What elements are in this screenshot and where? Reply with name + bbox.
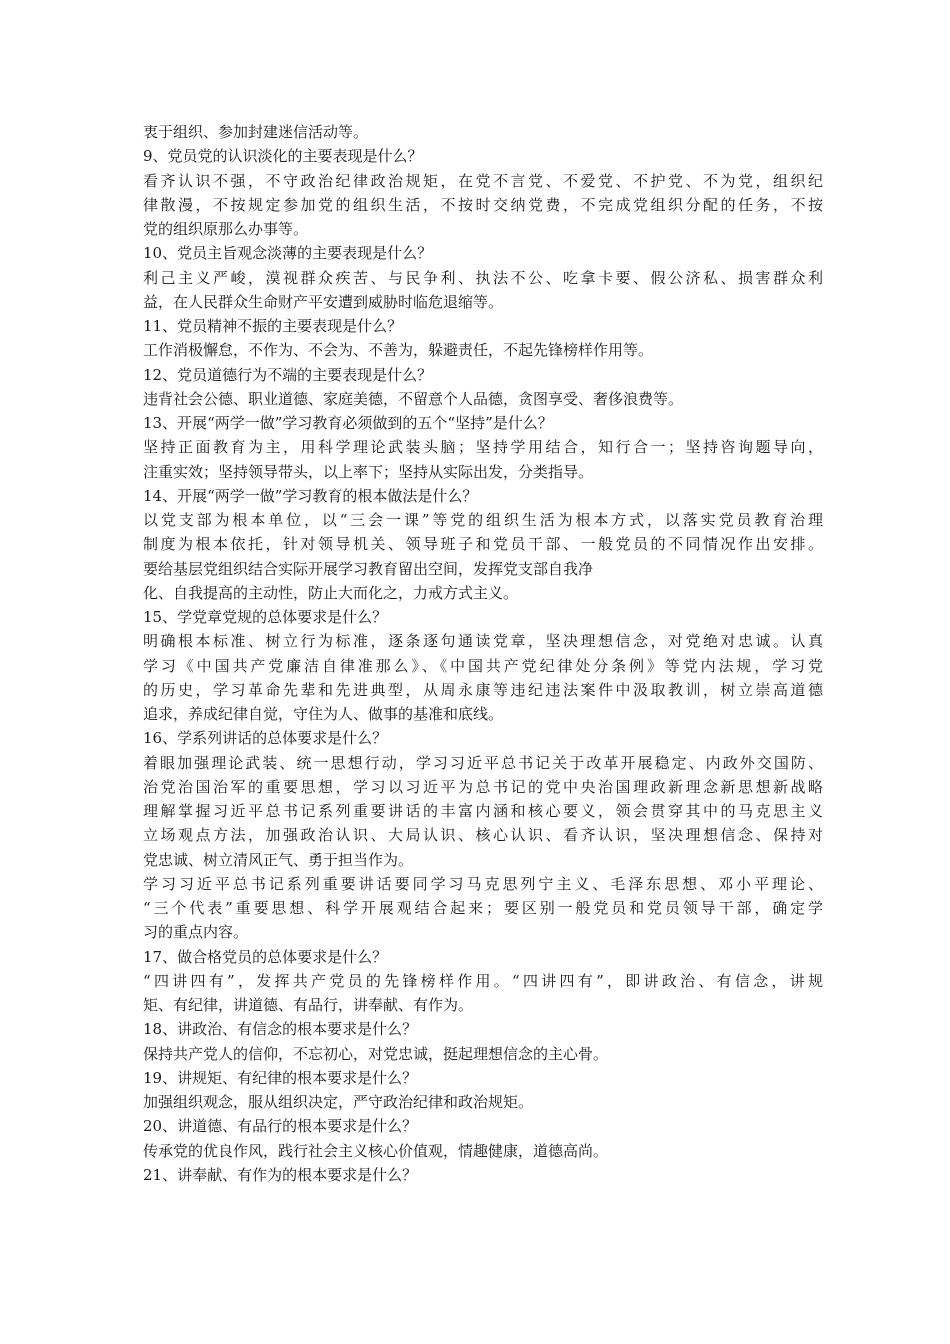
answer-line: 保持共产党人的信仰，不忘初心，对党忠诚，挺起理想信念的主心骨。 bbox=[143, 1044, 609, 1063]
answer-line: 衷于组织、参加封建迷信活动等。 bbox=[143, 123, 369, 141]
question-line: 18、讲政治、有信念的根本要求是什么？ bbox=[143, 1020, 418, 1039]
answer-line: 学习《中国共产党廉洁自律准那么》、《中国共产党纪律处分条例》等党内法规，学习党 bbox=[143, 656, 823, 675]
answer-line: 制度为根本依托，针对领导机关、领导班子和党员干部、一般党员的不同情况作出安排。 bbox=[143, 535, 823, 554]
question-line: 19、讲规矩、有纪律的根本要求是什么？ bbox=[143, 1068, 418, 1087]
answer-line: 传承党的优良作风，践行社会主义核心价值观，情趣健康，道德高尚。 bbox=[143, 1141, 609, 1160]
question-line: 16、学系列讲话的总体要求是什么？ bbox=[143, 729, 388, 748]
answer-line: 理解掌握习近平总书记系列重要讲话的丰富内涵和核心要义，领会贯穿其中的马克思主义 bbox=[143, 802, 823, 820]
answer-line: 治党治国治军的重要思想，学习以习近平为总书记的党中央治国理政新理念新思想新战略 bbox=[143, 777, 823, 796]
question-line: 21、讲奉献、有作为的根本要求是什么？ bbox=[143, 1165, 418, 1184]
answer-line: 益，在人民群众生命财产平安遭到威胁时临危退缩等。 bbox=[143, 292, 504, 311]
answer-line: 利己主义严峻，漠视群众疾苦、与民争利、执法不公、吃拿卡要、假公济私、损害群众利 bbox=[143, 268, 823, 287]
answer-line: 学习习近平总书记系列重要讲话要同学习马克思列宁主义、毛泽东思想、邓小平理论、 bbox=[143, 874, 823, 893]
answer-line: “四讲四有”，发挥共产党员的先锋榜样作用。“四讲四有”，即讲政治、有信念，讲规 bbox=[143, 971, 823, 990]
question-line: 13、开展“两学一做”学习教育必须做到的五个“坚持”是什么？ bbox=[143, 414, 553, 432]
answer-line: 着眼加强理论武装、统一思想行动，学习习近平总书记关于改革开展稳定、内政外交国防、 bbox=[143, 753, 823, 772]
document-body bbox=[143, 120, 823, 1187]
answer-line: 明确根本标准、树立行为标准，逐条逐句通读党章，坚决理想信念，对党绝对忠诚。认真 bbox=[143, 632, 823, 651]
answer-line: 注重实效；坚持领导带头，以上率下；坚持从实际出发，分类指导。 bbox=[143, 462, 594, 481]
answer-line: 违背社会公德、职业道德、家庭美德，不留意个人品德，贪图享受、奢侈浪费等。 bbox=[143, 389, 684, 408]
question-line: 17、做合格党员的总体要求是什么？ bbox=[143, 947, 388, 966]
question-line: 11、党员精神不振的主要表现是什么？ bbox=[143, 317, 403, 335]
answer-line: 习的重点内容。 bbox=[143, 923, 249, 942]
answer-line: “三个代表”重要思想、科学开展观结合起来；要区别一般党员和党员领导干部，确定学 bbox=[143, 899, 823, 917]
answer-line: 党忠诚、树立清风正气、勇于担当作为。 bbox=[143, 850, 414, 869]
question-line: 20、讲道德、有品行的根本要求是什么？ bbox=[143, 1117, 418, 1136]
answer-line: 追求，养成纪律自觉，守住为人、做事的基准和底线。 bbox=[143, 705, 504, 723]
answer-line: 以党支部为根本单位，以“三会一课”等党的组织生活为根本方式，以落实党员教育治理 bbox=[143, 511, 823, 529]
answer-line: 矩、有纪律，讲道德、有品行，讲奉献、有作为。 bbox=[143, 996, 474, 1014]
answer-line: 党的组织原那么办事等。 bbox=[143, 220, 309, 238]
answer-line: 的历史，学习革命先辈和先进典型，从周永康等违纪违法案件中汲取教训，树立崇高道德 bbox=[143, 680, 823, 699]
answer-line: 立场观点方法，加强政治认识、大局认识、核心认识、看齐认识，坚决理想信念、保持对 bbox=[143, 826, 823, 845]
question-line: 10、党员主旨观念淡薄的主要表现是什么？ bbox=[143, 244, 433, 263]
answer-line: 律散漫，不按规定参加党的组织生活，不按时交纳党费，不完成党组织分配的任务，不按 bbox=[143, 195, 823, 214]
answer-line: 化、自我提高的主动性，防止大而化之，力戒方式主义。 bbox=[143, 583, 519, 602]
question-line: 15、学党章党规的总体要求是什么？ bbox=[143, 608, 388, 626]
question-line: 14、开展“两学一做”学习教育的根本做法是什么？ bbox=[143, 486, 478, 505]
answer-line: 要给基层党组织结合实际开展学习教育留出空间，发挥党支部自我净 bbox=[143, 559, 594, 578]
question-line: 9、党员党的认识淡化的主要表现是什么？ bbox=[143, 147, 423, 166]
answer-line: 工作消极懈怠，不作为、不会为、不善为，躲避责任，不起先锋榜样作用等。 bbox=[143, 341, 654, 360]
answer-line: 坚持正面教育为主，用科学理论武装头脑；坚持学用结合，知行合一；坚持咨询题导向， bbox=[143, 438, 823, 457]
answer-line: 加强组织观念，服从组织决定，严守政治纪律和政治规矩。 bbox=[143, 1093, 534, 1111]
answer-line: 看齐认识不强，不守政治纪律政治规矩，在党不言党、不爱党、不护党、不为党，组织纪 bbox=[143, 171, 823, 190]
question-line: 12、党员道德行为不端的主要表现是什么？ bbox=[143, 365, 433, 384]
